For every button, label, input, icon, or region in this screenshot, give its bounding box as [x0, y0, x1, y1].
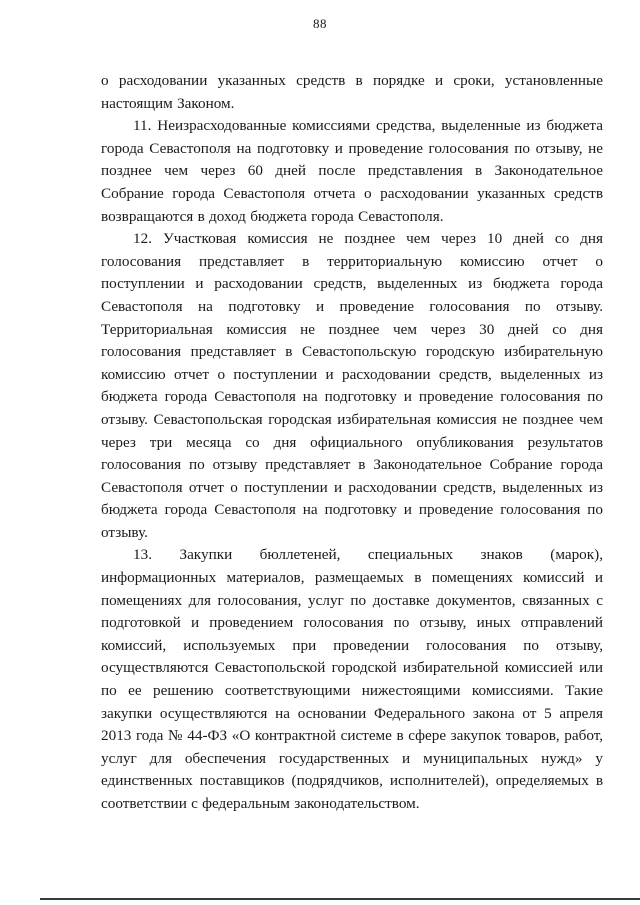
paragraph-continuation: о расходовании указанных средств в порядке и сроки, установленные настоящим Законом.: [101, 72, 603, 112]
scan-bottom-edge: [40, 898, 640, 900]
paragraph-13: 13. Закупки бюллетеней, специальных знаков (марок), информационных материалов, размещаемых в помещениях комиссий и помещениях для голосования, услуг по доставке документов, связанных с подготовкой и проведением голосования по отзыву, иных отправлений комиссий, используемых при проведении голосования по отзыву, осуществляются Севастопольской городской избирательной комиссией или по ее решению соответствующими нижестоящими комиссиями. Такие закупки осуществляются на основании Федерального закона от 5 апреля 2013 года № 44-ФЗ «О контрактной системе в сфере закупок товаров, работ, услуг для обеспечения государственных и муниципальных нужд» у единственных поставщиков (подрядчиков, исполнителей), определяемых в соответствии с федеральным законодательством.: [101, 546, 603, 812]
page-number: 88: [313, 16, 327, 31]
paragraph-11: 11. Неизрасходованные комиссиями средства, выделенные из бюджета города Севастополя на подготовку и проведение голосования по отзыву, не позднее чем через 60 дней после представления в Законодательное Собрание города Севастополя отчета о расходовании указанных средств возвращаются в доход бюджета города Севастополя.: [101, 117, 603, 225]
paragraph-12: 12. Участковая комиссия не позднее чем через 10 дней со дня голосования представляет в территориальную комиссию отчет о поступлении и расходовании средств, выделенных из бюджета города Севастополя на подготовку и проведение голосования по отзыву. Территориальная комиссия не позднее чем через 30 дней со дня голосования представляет в Севастопольскую городскую избирательную комиссию отчет о поступлении и расходовании средств, выделенных из бюджета города Севастополя на подготовку и проведение голосования по отзыву. Севастопольская городская избирательная комиссия не позднее чем через три месяца со дня официального опубликования результатов голосования по отзыву представляет в Законодательное Собрание города Севастополя отчет о поступлении и расходовании средств, выделенных из бюджета города Севастополя на подготовку и проведение голосования по отзыву.: [101, 230, 603, 541]
document-body: [101, 70, 603, 816]
